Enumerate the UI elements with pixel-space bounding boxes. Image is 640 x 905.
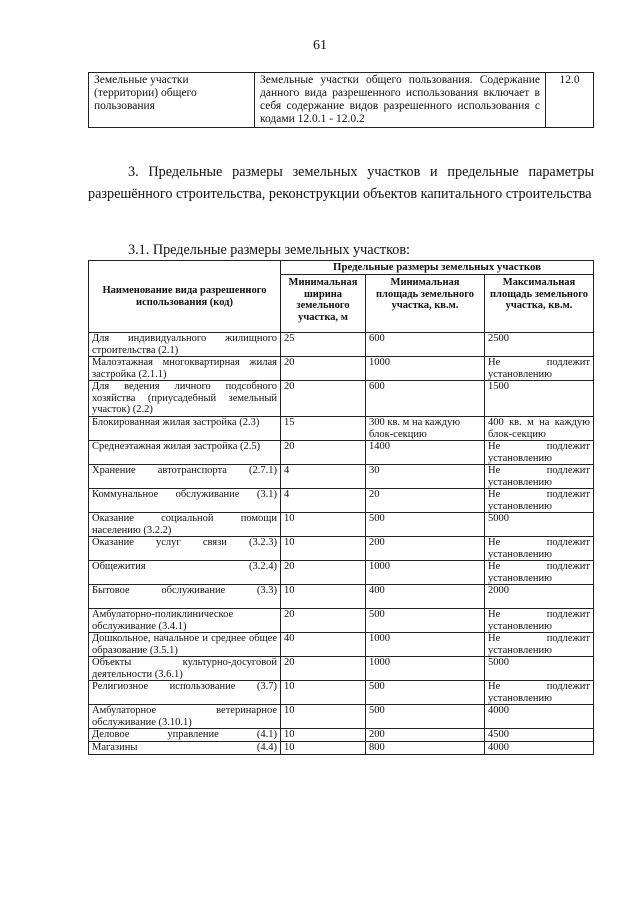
max-area-cell: 4000 bbox=[485, 705, 594, 729]
min-width-cell: 10 bbox=[281, 705, 366, 729]
table-row bbox=[89, 742, 594, 755]
table-row bbox=[89, 73, 594, 128]
table-row bbox=[89, 513, 594, 537]
max-area-cell: 4000 bbox=[485, 742, 594, 755]
land-use-code-cell: 12.0 bbox=[546, 73, 594, 128]
header-use-name: Наименование вида разрешенного использования (код) bbox=[89, 261, 281, 333]
max-area-cell: Не подлежит установлению bbox=[485, 489, 594, 513]
min-area-cell: 200 bbox=[366, 729, 485, 742]
table-row bbox=[89, 561, 594, 585]
use-name-cell: Амбулаторно-поликлиническое обслуживание (3.4.1) bbox=[89, 609, 281, 633]
use-name-cell: Для ведения личного подсобного хозяйства (приусадебный земельный участок) (2.2) bbox=[89, 381, 281, 417]
max-area-cell: 4500 bbox=[485, 729, 594, 742]
min-area-cell: 200 bbox=[366, 537, 485, 561]
min-area-cell: 20 bbox=[366, 489, 485, 513]
table-row bbox=[89, 381, 594, 417]
max-area-cell: 1500 bbox=[485, 381, 594, 417]
use-name-cell: Магазины (4.4) bbox=[89, 742, 281, 755]
max-area-cell: 2500 bbox=[485, 333, 594, 357]
header-min-width: Минимальная ширина земельного участка, м bbox=[281, 275, 366, 333]
min-area-cell: 400 bbox=[366, 585, 485, 609]
land-use-type-cell: Земельные участки (территории) общего пользования bbox=[89, 73, 255, 128]
table-row bbox=[89, 681, 594, 705]
use-name-cell: Оказание услуг связи (3.2.3) bbox=[89, 537, 281, 561]
use-name-cell: Религиозное использование (3.7) bbox=[89, 681, 281, 705]
min-area-cell: 600 bbox=[366, 333, 485, 357]
min-width-cell: 20 bbox=[281, 381, 366, 417]
min-area-cell: 1000 bbox=[366, 633, 485, 657]
min-width-cell: 20 bbox=[281, 561, 366, 585]
table-row bbox=[89, 585, 594, 609]
header-max-area: Максимальная площадь земельного участка, кв.м. bbox=[485, 275, 594, 333]
min-width-cell: 10 bbox=[281, 729, 366, 742]
header-min-area: Минимальная площадь земельного участка, кв.м. bbox=[366, 275, 485, 333]
min-width-cell: 10 bbox=[281, 681, 366, 705]
max-area-cell: Не подлежит установлению bbox=[485, 633, 594, 657]
table-row bbox=[89, 357, 594, 381]
min-area-cell: 1400 bbox=[366, 441, 485, 465]
min-width-cell: 20 bbox=[281, 657, 366, 681]
min-area-cell: 500 bbox=[366, 513, 485, 537]
table-row bbox=[89, 417, 594, 441]
min-width-cell: 15 bbox=[281, 417, 366, 441]
min-width-cell: 40 bbox=[281, 633, 366, 657]
min-width-cell: 10 bbox=[281, 513, 366, 537]
table-row bbox=[89, 465, 594, 489]
section-heading-3-1: 3.1. Предельные размеры земельных участков: bbox=[128, 242, 410, 258]
use-name-cell: Деловое управление (4.1) bbox=[89, 729, 281, 742]
max-area-cell: Не подлежит установлению bbox=[485, 465, 594, 489]
table-header-row bbox=[89, 261, 594, 275]
section-heading-3: 3. Предельные размеры земельных участков и предельные параметры разрешённого строительства, реконструкции объектов капитального строительства bbox=[88, 164, 594, 202]
page-number: 61 bbox=[313, 38, 327, 53]
max-area-cell: 5000 bbox=[485, 657, 594, 681]
min-width-cell: 10 bbox=[281, 742, 366, 755]
min-area-cell: 600 bbox=[366, 381, 485, 417]
use-name-cell: Бытовое обслуживание (3.3) bbox=[89, 585, 281, 609]
min-area-cell: 300 кв. м на каждую блок-секцию bbox=[366, 417, 485, 441]
use-name-cell: Для индивидуального жилищного строительства (2.1) bbox=[89, 333, 281, 357]
min-width-cell: 10 bbox=[281, 585, 366, 609]
table-row bbox=[89, 609, 594, 633]
max-area-cell: Не подлежит установлению bbox=[485, 561, 594, 585]
min-area-cell: 500 bbox=[366, 681, 485, 705]
land-plot-limits-table bbox=[88, 260, 594, 755]
table-row bbox=[89, 633, 594, 657]
land-use-description-cell: Земельные участки общего пользования. Содержание данного вида разрешенного использования включает в себя содержание видов разрешенного использования с кодами 12.0.1 - 12.0.2 bbox=[255, 73, 546, 128]
min-width-cell: 20 bbox=[281, 441, 366, 465]
table-row bbox=[89, 705, 594, 729]
max-area-cell: Не подлежит установлению bbox=[485, 441, 594, 465]
min-width-cell: 4 bbox=[281, 489, 366, 513]
table-row bbox=[89, 657, 594, 681]
use-name-cell: Среднеэтажная жилая застройка (2.5) bbox=[89, 441, 281, 465]
max-area-cell: Не подлежит установлению bbox=[485, 609, 594, 633]
table-row bbox=[89, 333, 594, 357]
use-name-cell: Малоэтажная многоквартирная жилая застройка (2.1.1) bbox=[89, 357, 281, 381]
use-name-cell: Дошкольное, начальное и среднее общее образование (3.5.1) bbox=[89, 633, 281, 657]
min-width-cell: 20 bbox=[281, 357, 366, 381]
min-width-cell: 10 bbox=[281, 537, 366, 561]
min-width-cell: 20 bbox=[281, 609, 366, 633]
use-name-cell: Общежития (3.2.4) bbox=[89, 561, 281, 585]
use-name-cell: Оказание социальной помощи населению (3.2.2) bbox=[89, 513, 281, 537]
max-area-cell: 2000 bbox=[485, 585, 594, 609]
min-width-cell: 4 bbox=[281, 465, 366, 489]
min-area-cell: 1000 bbox=[366, 561, 485, 585]
use-name-cell: Амбулаторное ветеринарное обслуживание (3.10.1) bbox=[89, 705, 281, 729]
table-row bbox=[89, 489, 594, 513]
min-area-cell: 30 bbox=[366, 465, 485, 489]
min-area-cell: 500 bbox=[366, 705, 485, 729]
min-area-cell: 1000 bbox=[366, 357, 485, 381]
max-area-cell: 5000 bbox=[485, 513, 594, 537]
min-area-cell: 500 bbox=[366, 609, 485, 633]
table-row bbox=[89, 537, 594, 561]
max-area-cell: Не подлежит установлению bbox=[485, 681, 594, 705]
min-area-cell: 800 bbox=[366, 742, 485, 755]
use-name-cell: Блокированная жилая застройка (2.3) bbox=[89, 417, 281, 441]
land-use-code-table bbox=[88, 72, 594, 128]
table-row bbox=[89, 441, 594, 465]
min-width-cell: 25 bbox=[281, 333, 366, 357]
max-area-cell: Не подлежит установлению bbox=[485, 357, 594, 381]
max-area-cell: Не подлежит установлению bbox=[485, 537, 594, 561]
table-row bbox=[89, 729, 594, 742]
min-area-cell: 1000 bbox=[366, 657, 485, 681]
max-area-cell: 400 кв. м на каждую блок-секцию bbox=[485, 417, 594, 441]
limits-table-body bbox=[89, 333, 594, 755]
use-name-cell: Коммунальное обслуживание (3.1) bbox=[89, 489, 281, 513]
use-name-cell: Хранение автотранспорта (2.7.1) bbox=[89, 465, 281, 489]
header-size-limits-group: Предельные размеры земельных участков bbox=[281, 261, 594, 275]
use-name-cell: Объекты культурно-досуговой деятельности (3.6.1) bbox=[89, 657, 281, 681]
